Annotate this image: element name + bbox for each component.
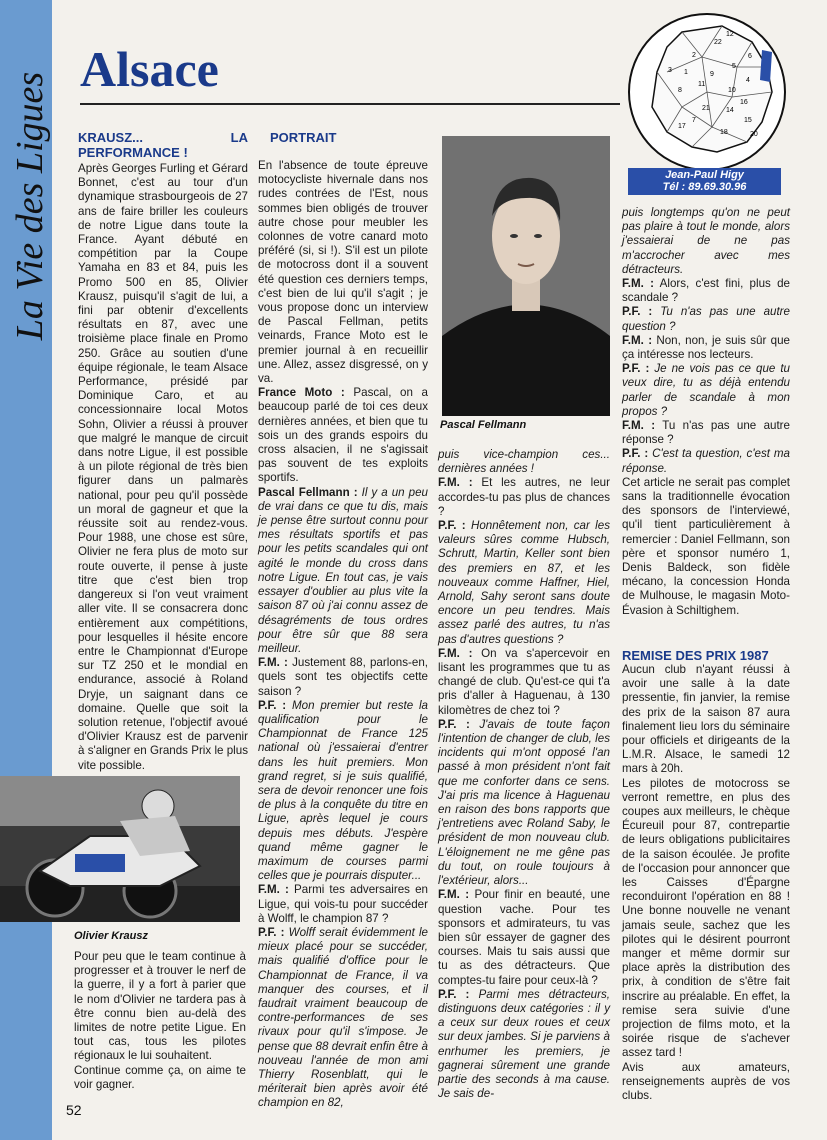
article-body: Les pilotes de motocross se verront remettre, en plus des coupes aux meilleurs, le chèque Écureuil pour 87, contrepartie de leurs obligations publicitaires de la saison écoulée. Je profite de l'occasion pour annoncer que les Caisses d'Épargne reconduiront l'opération en 88 ! Une bonne nouvelle ne venant jamais seule, sachez que les pilotes qui le désirent pourront manger et même dormir sur place après la distribution des prix, à condition de s'être fait inscrire au préalable. En effet, la remise sera suivie d'une projection de films moto, et la soirée risque de s'achever assez tard ! [622, 776, 790, 1060]
section-title: La Vie des Ligues [9, 71, 51, 341]
interview-question [258, 386, 428, 485]
answer-text: Wolff serait évidemment le mieux placé pour se succéder, mais qualifié d'office pour le Championnat de France, il va manquer des courses, et il faudrait vraiment beaucoup de contre-performances de ses rivaux pour qu'il s'impose. Je pense que 88 devrait enfin être à nouveau l'année de mon ami Thierry Rosenblatt, qui le mériterait bien après avoir été champion en 82, [258, 925, 428, 1110]
map-label: 7 [692, 117, 696, 124]
map-label: 15 [744, 117, 752, 124]
speaker-label: F.M. : [622, 277, 655, 291]
article-body: Aucun club n'ayant réussi à avoir une salle à la date pressentie, fin janvier, la remise des prix de la saison 87 aura finalement lieu lors du séminaire pour officiels et dirigeants de la L.M.R. Alsace, le samedi 12 mars à 20h. [622, 662, 790, 776]
answer-text: Je ne vois pas ce que tu veux dire, tu as déjà entendu parler de scandale à mon propos ? [622, 362, 790, 418]
map-label: 16 [740, 99, 748, 106]
question-text: Non, non, je suis sûr que ça intéresse nos lecteurs. [622, 333, 790, 362]
interview-question [622, 277, 790, 305]
map-label: 10 [728, 87, 736, 94]
map-label: 8 [678, 87, 682, 94]
speaker-label: F.M. : [438, 646, 473, 660]
map-label: 9 [710, 71, 714, 78]
answer-text: Parmi mes détracteurs, distinguons deux catégories : il y a ceux sur deux roues et ceux sur deux jambes. Si je parviens à enrhumer les premiers, je gagnerai sûrement une grande partie des seconds à ma cause. Je sais de- [438, 987, 610, 1101]
article-body: Après Georges Furling et Gérard Bonnet, c'est au tour d'un dynamique strasbourgeois de 27 ans de faire briller les couleurs de notre Ligue dans toute la France. Ayant débuté en compétition par la Coupe Yamaha en 83 et 84, puis les Promo 500 en 85, Olivier Krausz, puisqu'il s'agit de lui, a fini par obtenir d'excellents résultats en 87, avec une troisième place finale en Promo 250. Grâce au soutien d'une équipe régionale, le team Alsace Performance, présidé par Dominique Caro, et au concessionnaire local Motos Sohn, Olivier a réussi à prouver que malgré le manque de circuit dans notre Ligue, il est possible à un pilote régional de très bien figurer dans un palmarès national, pour peu qu'il possède un moral de gagneur et que la réussite soit au rendez-vous. Pour 1988, une chose est sûre, Olivier ne fera plus de moto sur route ouverte, il pense à juste titre que c'est bien trop dangereux si l'on veut vraiment aller vite. Il se consacrera donc entièrement aux compétitions, pour lesquelles il hésite encore entre le Championnat d'Europe sur TZ 250 et le mondial en endurance, associé à Roland Dryje, un saignant dans ce domaine. Quelle que soit la solution retenue, l'objectif avoué d'Olivier Krausz est de parvenir à s'aligner en Grands Prix le plus vite possible. [78, 162, 248, 772]
article-body: Continue comme ça, on aime te voir gagner. [74, 1063, 246, 1091]
column-1 [78, 130, 248, 773]
interview-question [438, 888, 610, 987]
page-title: Alsace [80, 41, 219, 97]
photo-caption: Pascal Fellmann [440, 419, 527, 431]
interview-question [438, 476, 610, 519]
speaker-label: F.M. : [622, 333, 653, 347]
speaker-label: F.M. : [622, 419, 656, 433]
interview-answer [438, 519, 610, 647]
interview-answer [258, 699, 428, 884]
column-4 [622, 206, 790, 1103]
question-text: Tu n'as pas une autre réponse ? [622, 419, 790, 447]
interview-answer [622, 362, 790, 419]
column-3 [438, 448, 610, 1101]
column-2 [258, 130, 428, 1111]
interview-question [622, 334, 790, 362]
speaker-label: France Moto : [258, 386, 345, 400]
speaker-label: P.F. : [438, 519, 466, 533]
map-label: 11 [698, 81, 706, 88]
answer-text: C'est ta question, c'est ma réponse. [622, 447, 791, 475]
interview-answer [622, 447, 790, 475]
question-text: Alors, c'est fini, plus de scandale ? [622, 277, 790, 305]
speaker-label: P.F. : [622, 362, 650, 376]
speaker-label: P.F. : [622, 305, 653, 319]
answer-text: J'avais de toute façon l'intention de changer de club, les incidents qui m'ont opposé l'an passé à mon président n'ont fait que me conforter dans ce sens. J'ai pris ma licence à Haguenau en raison des bons rapports que j'entretiens avec Roland Saby, le président de mon nouveau club. L'éloignement ne me gêne pas du tout, on roule toujours à l'extérieur, alors... [438, 717, 610, 888]
speaker-label: P.F. : [258, 925, 285, 939]
question-text: Pascal, on a beaucoup parlé de toi ces deux dernières années, et bien que tu sois un des grands espoirs du cross alsacien, il ne s'agissait pas souvent de tes exploits sportifs. [258, 386, 428, 485]
speaker-label: F.M. : [258, 883, 289, 897]
answer-text: Tu n'as pas une autre question ? [622, 305, 790, 333]
speaker-label: P.F. : [258, 698, 287, 712]
interview-answer [258, 926, 428, 1111]
map-label: 14 [726, 107, 734, 114]
question-text: Parmi tes adversaires en Ligue, qui vois-tu pour succéder à Wolff, le champion 87 ? [258, 883, 428, 925]
map-label: 2 [692, 52, 696, 59]
motorcycle-photo [0, 776, 240, 922]
interview-question [258, 656, 428, 699]
sidebar-band [0, 0, 52, 1140]
contact-name: Jean-Paul Higy [665, 169, 744, 181]
question-text: Justement 88, parlons-en, quels sont tes objectifs cette saison ? [258, 656, 428, 698]
speaker-label: F.M. : [258, 656, 288, 670]
map-label: 5 [732, 63, 736, 70]
speaker-label: Pascal Fellmann : [258, 485, 358, 499]
question-text: On va s'apercevoir en lisant les programmes que tu as changé de club. Qu'est-ce qui t'a pris d'aller à Haguenau, à 130 kilomètres de chez toi ? [438, 646, 610, 717]
portrait-photo [442, 136, 610, 416]
interview-question [438, 647, 610, 718]
map-label: 1 [684, 69, 688, 76]
article-body: Pour peu que le team continue à progresser et à trouver le nerf de la guerre, il y a fort à parier que le nom d'Olivier ne tardera pas à être connu bien au-delà des limites de notre petite Ligue. En tout cas, tous les pilotes régionaux le lui souhaitent. [74, 950, 246, 1063]
photo-caption: Olivier Krausz [74, 930, 148, 942]
answer-text: puis vice-champion ces... dernières années ! [438, 448, 610, 476]
article-body: En l'absence de toute épreuve motocycliste hivernale dans nos rudes contrées de l'Est, nous sommes bien obligés de trouver autre chose pour meubler les colonnes de votre canard moto préféré (si, si !). S'il est un pilote de motocross dont il a souvent été question ces derniers temps, c'est bien de lui qu'il s'agit ; je vous propose donc un interview de Pascal Fellman, petits veinards, France Moto est le premier journal à en recueillir une. Allez, assez disgressé, on y va. [258, 159, 428, 386]
speaker-label: F.M. : [438, 476, 473, 490]
map-label: 12 [726, 31, 734, 38]
interview-question [258, 883, 428, 926]
speaker-label: P.F. : [438, 717, 470, 731]
interview-answer [438, 718, 610, 888]
article-body: Cet article ne serait pas complet sans la traditionnelle évocation des sponsors de l'interviewé, qu'il tient particulièrement à remercier : Daniel Fellmann, son père et sponsor numéro 1, Denis Baldeck, son fidèle mécano, la concession Honda de Mulhouse, le magasin Moto-Évasion à Schiltighem. [622, 475, 790, 617]
map-label: 21 [702, 105, 710, 112]
map-label: 4 [746, 77, 750, 84]
title-rule [80, 103, 620, 105]
map-label: 20 [750, 131, 758, 138]
question-text: Et les autres, ne leur accordes-tu pas plus de chances ? [438, 476, 610, 518]
france-map-icon [622, 12, 792, 174]
map-label: 22 [714, 39, 722, 46]
article-heading: REMISE DES PRIX 1987 [622, 647, 769, 663]
interview-answer [438, 988, 610, 1102]
answer-text: Honnêtement non, car les valeurs sûres comme Hubsch, Schrutt, Martin, Keller sont bien des premiers en 87, et les nouveaux comme Haffner, Hiel, Arnold, Sahy seront sans doute encore un peu tendres. Mais assez parlé des autres, tu n'as pas d'autres questions ? [438, 519, 611, 646]
interview-question [622, 419, 790, 447]
page-number: 52 [66, 1102, 82, 1118]
answer-text: Mon premier but reste la qualification pour le Championnat de France 125 national où j'essaierai d'entrer dans les huit premiers. Mon grand regret, si je suis qualifié, sera de devoir renoncer une fois de plus à la conquête du titre en Ligue, après lequel je cours depuis mes débuts. J'espère quand même gagner le maximum de courses parmi celles que je pourrais disputer... [258, 698, 428, 883]
interview-answer [622, 305, 790, 333]
speaker-label: P.F. : [622, 447, 649, 461]
map-label: 6 [748, 53, 752, 60]
answer-text: puis longtemps qu'on ne peut pas plaire à tout le monde, alors j'essaierai de ne pas m'accrocher avec mes détracteurs. [622, 206, 790, 276]
contact-box [628, 168, 781, 195]
speaker-label: F.M. : [438, 888, 470, 902]
article-heading: PORTRAIT [270, 130, 337, 145]
answer-text: Il y a un peu de vrai dans ce que tu dis, mais je pense être surtout connu pour mes résultats sportifs et pas pour les petits scandales qui ont agité le monde du cross dans notre Ligue. En tout cas, je vais essayer d'oublier au plus vite la saison 87 où j'ai connu assez de désagréments de tous ordres pour être sûr que 88 sera meilleur. [258, 485, 428, 655]
speaker-label: P.F. : [438, 987, 470, 1001]
interview-answer [258, 486, 428, 656]
article-body: Avis aux amateurs, renseignements auprès de vos clubs. [622, 1060, 790, 1102]
question-text: Pour finir en beauté, une question vache. Pour tes sponsors et admirateurs, tu vas bien sûr essayer de gagner des courses. Mais tu sais aussi que tu as des détracteurs. Que comptes-tu faire pour ceux-là ? [438, 888, 610, 987]
map-label: 17 [678, 123, 686, 130]
column-1-continued [74, 950, 246, 1092]
article-heading: KRAUSZ... LA PERFORMANCE ! [78, 130, 248, 160]
contact-phone: Tél : 89.69.30.96 [662, 181, 747, 193]
map-label: 18 [720, 129, 728, 136]
map-label: 3 [668, 67, 672, 74]
